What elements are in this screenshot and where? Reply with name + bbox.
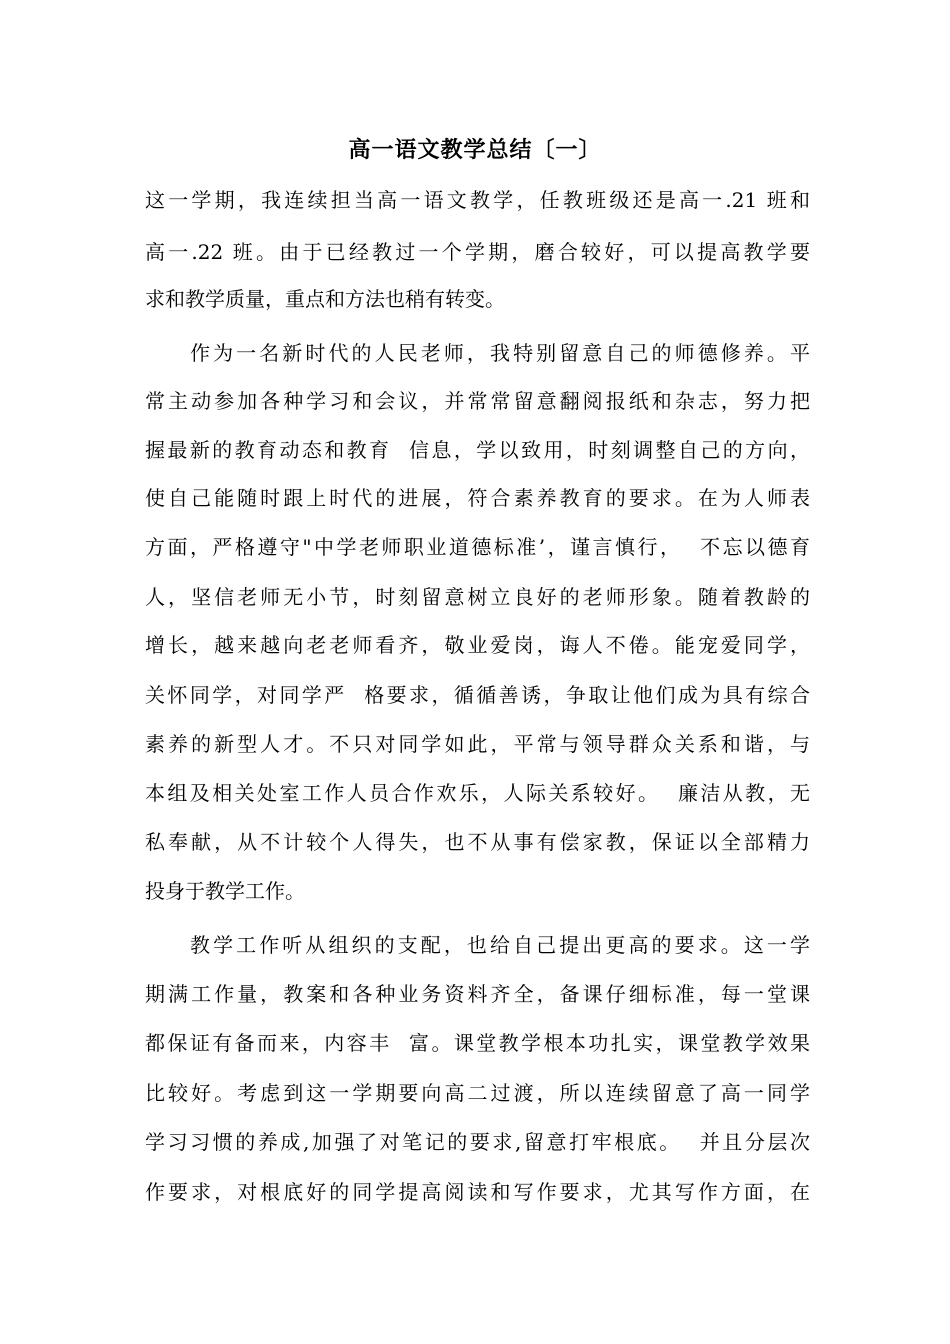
paragraph-1-line-2: 高一.22 班。由于已经教过一个学期，磨合较好，可以提高教学要 <box>145 240 810 264</box>
paragraph-2-line-8: 关怀同学，对同学严 格要求，循循善诱，争取让他们成为具有综合 <box>145 683 810 707</box>
paragraph-2-line-2: 常主动参加各种学习和会议，并常常留意翻阅报纸和杂志，努力把 <box>145 389 810 413</box>
document-title: 高一语文教学总结〔一〕 <box>348 137 602 163</box>
paragraph-3-line-4: 比较好。考虑到这一学期要向高二过渡，所以连续留意了高一同学 <box>145 1081 810 1105</box>
paragraph-2-line-5: 方面，严格遵守"中学老师职业道德标准’，谨言慎行， 不忘以德育 <box>145 535 810 559</box>
paragraph-1-line-1: 这一学期，我连续担当高一语文教学，任教班级还是高一.21 班和 <box>145 188 810 212</box>
paragraph-2-line-11: 私奉献，从不计较个人得失，也不从事有偿家教，保证以全部精力 <box>145 830 810 854</box>
paragraph-2-line-1: 作为一名新时代的人民老师，我特别留意自己的师德修养。平 <box>190 341 810 365</box>
paragraph-2-line-3: 握最新的教育动态和教育 信息，学以致用，时刻调整自己的方向， <box>145 438 810 462</box>
paragraph-2-line-9: 素养的新型人才。不只对同学如此，平常与领导群众关系和谐，与 <box>145 732 810 756</box>
paragraph-2-line-7: 增长，越来越向老老师看齐，敬业爱岗，诲人不倦。能宠爱同学， <box>145 633 810 657</box>
paragraph-2-line-10: 本组及相关处室工作人员合作欢乐，人际关系较好。 廉洁从教，无 <box>145 781 810 805</box>
paragraph-2-line-12: 投身于教学工作。 <box>145 879 305 903</box>
paragraph-1-line-3: 求和教学质量，重点和方法也稍有转变。 <box>145 287 505 311</box>
paragraph-3-line-1: 教学工作听从组织的支配，也给自己提出更高的要求。这一学 <box>190 933 810 957</box>
paragraph-3-line-6: 作要求，对根底好的同学提高阅读和写作要求，尤其写作方面，在 <box>145 1180 810 1204</box>
paragraph-3-line-3: 都保证有备而来，内容丰 富。课堂教学根本功扎实，课堂教学效果 <box>145 1031 810 1055</box>
paragraph-3-line-2: 期满工作量，教案和各种业务资料齐全，备课仔细标准，每一堂课 <box>145 982 810 1006</box>
paragraph-2-line-4: 使自己能随时跟上时代的进展，符合素养教育的要求。在为人师表 <box>145 486 810 510</box>
paragraph-2-line-6: 人，坚信老师无小节，时刻留意树立良好的老师形象。随着教龄的 <box>145 585 810 609</box>
paragraph-3-line-5: 学习习惯的养成,加强了对笔记的要求,留意打牢根底。 并且分层次 <box>145 1130 810 1154</box>
